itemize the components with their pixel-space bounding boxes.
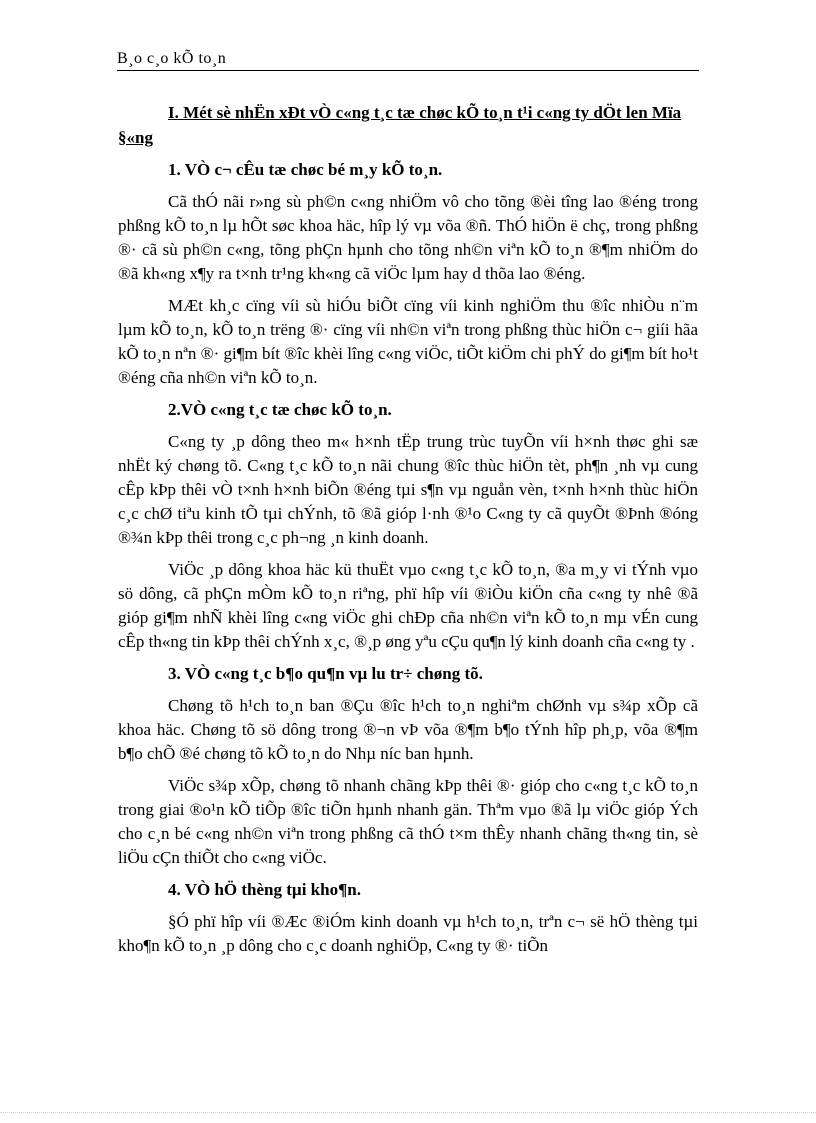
page-bottom-divider — [0, 1112, 816, 1113]
subsection-heading-3: 3. VÒ c«ng t¸c b¶o qu¶n vµ lu tr÷ chøng tõ. — [168, 664, 483, 683]
section-title — [118, 100, 698, 150]
paragraph: Cã thÓ nãi r»ng sù ph©n c«ng nhiÖm vô cho tõng ®èi tîng lao ®éng trong phßng kÕ to¸n lµ hÕt søc khoa häc, hîp lý vµ võa ®ñ. ThÓ hiÖn ë chç, trong phßng ®· cã sù ph©n c«ng, tõng phÇn hµnh cho tõng nh©n viªn kÕ to¸n ®¶m nhiÖm do ®ã kh«ng x¶y ra t×nh tr¹ng kh«ng cã viÖc lµm hay d thõa lao ®éng. — [118, 192, 698, 283]
paragraph: C«ng ty ¸p dông theo m« h×nh tËp trung trùc tuyÕn víi h×nh thøc ghi sæ nhËt ký chøng tõ. C«ng t¸c kÕ to¸n nãi chung ®îc thùc hiÖn tèt, ph¶n ¸nh vµ cung cÊp kÞp thêi vÒ t×nh h×nh biÕn ®éng tµi s¶n vµ nguån vèn, t×nh h×nh thùc hiÖn c¸c chØ tiªu kinh tÕ tµi chÝnh, tõ ®ã gióp l·nh ®¹o C«ng ty cã quyÕt ®Þnh ®óng ®¾n kÞp thêi trong c¸c ph¬ng ¸n kinh doanh. — [118, 432, 698, 547]
paragraph: MÆt kh¸c cïng víi sù hiÓu biÕt cïng víi kinh nghiÖm thu ®îc nhiÒu n¨m lµm kÕ to¸n, kÕ to¸n trëng ®· cïng víi nh©n viªn trong phßng thùc hiÖn c¬ giíi hãa kÕ to¸n nªn ®· gi¶m bít ®îc khèi lîng c«ng viÖc, tiÕt kiÖm chi phÝ do gi¶m bít ho¹t ®éng cña nh©n viªn kÕ to¸n. — [118, 296, 698, 387]
subsection-heading-4: 4. VÒ hÖ thèng tµi kho¶n. — [168, 880, 361, 899]
subsection-heading-1: 1. VÒ c¬ cÊu tæ chøc bé m¸y kÕ to¸n. — [168, 160, 443, 179]
paragraph: §Ó phï hîp víi ®Æc ®iÓm kinh doanh vµ h¹ch to¸n, trªn c¬ së hÖ thèng tµi kho¶n kÕ to¸n ¸p dông cho c¸c doanh nghiÖp, C«ng ty ®· tiÕn — [118, 912, 698, 955]
section-title-text: I. Mét sè nhËn xÐt vÒ c«ng t¸c tæ chøc kÕ to¸n t¹i c«ng ty dÖt len Mïa §«ng — [118, 103, 682, 147]
paragraph: Chøng tõ h¹ch to¸n ban ®Çu ®îc h¹ch to¸n nghiªm chØnh vµ s¾p xÕp cã khoa häc. Chøng tõ sö dông trong ®¬n vÞ võa ®¶m b¶o tÝnh hîp ph¸p, võa ®¶m b¶o chÕ ®é chøng tõ kÕ to¸n do Nhµ níc ban hµnh. — [118, 696, 698, 763]
paragraph: ViÖc s¾p xÕp, chøng tõ nhanh chãng kÞp thêi ®· gióp cho c«ng t¸c kÕ to¸n trong giai ®o¹n kÕ tiÕp ®îc tiÕn hµnh nhanh gän. Thªm vµo ®ã lµ viÖc gióp Ých cho c¸n bé c«ng nh©n viªn trong phßng cã thÓ t×m thÊy nhanh chãng th«ng tin, sè liÖu cÇn thiÕt cho c«ng viÖc. — [118, 776, 698, 867]
document-body — [118, 100, 698, 966]
subsection-heading-2: 2.VÒ c«ng t¸c tæ chøc kÕ to¸n. — [168, 400, 392, 419]
paragraph: ViÖc ¸p dông khoa häc kü thuËt vµo c«ng t¸c kÕ to¸n, ®a m¸y vi tÝnh vµo sö dông, cã phÇn mÒm kÕ to¸n riªng, phï hîp víi ®iÒu kiÖn cña c«ng ty nhê ®ã gióp gi¶m nhÑ khèi lîng c«ng viÖc ghi chÐp cña nh©n viªn kÕ to¸n mµ vÉn cung cÊp th«ng tin kÞp thêi chÝnh x¸c, ®¸p øng yªu cÇu qu¶n lý kinh doanh cña c«ng ty . — [118, 560, 698, 651]
page-header: B¸o c¸o kÕ to¸n — [117, 50, 699, 71]
